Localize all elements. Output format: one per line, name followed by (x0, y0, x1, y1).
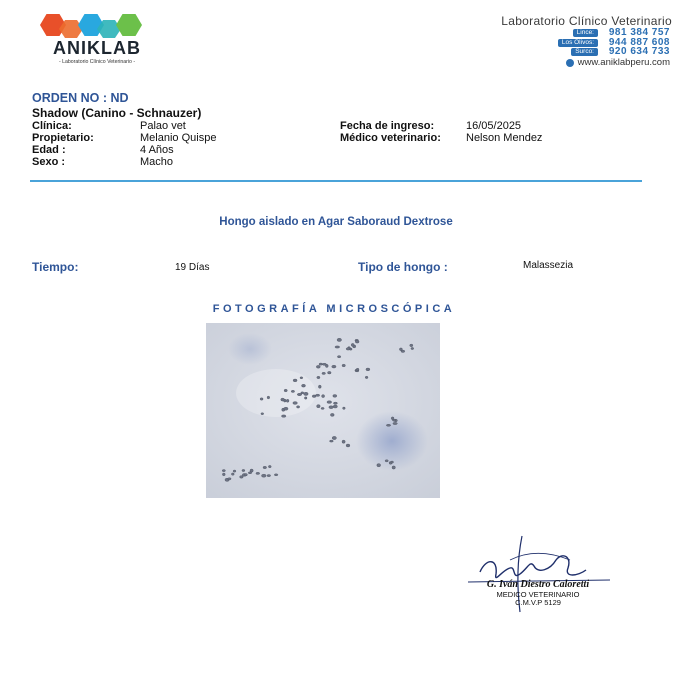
aniklab-logo (38, 14, 158, 68)
yeast-cell (284, 407, 288, 410)
yeast-cell (328, 371, 332, 374)
yeast-cell (267, 396, 270, 399)
yeast-cell (263, 466, 267, 468)
yeast-cell (301, 392, 304, 394)
vet-label: Médico veterinario: (340, 132, 441, 144)
yeast-cell (322, 372, 326, 374)
fungus-type-label: Tipo de hongo : (358, 260, 448, 274)
yeast-cell (377, 464, 381, 467)
yeast-cell (342, 440, 345, 443)
section-divider (30, 180, 642, 182)
patient-name: Shadow (Canino - Schnauzer) (32, 106, 202, 120)
yeast-cell (297, 406, 300, 408)
yeast-cell (274, 474, 278, 476)
yeast-cell (346, 444, 350, 447)
yeast-cell (321, 407, 324, 409)
phone-number: 920 634 733 (608, 46, 670, 57)
yeast-cell (329, 406, 333, 409)
time-label: Tiempo: (32, 260, 79, 274)
yeast-cell (293, 379, 297, 382)
yeast-cell (330, 440, 334, 442)
yeast-cell (327, 401, 332, 404)
yeast-cell (332, 436, 336, 439)
yeast-cell (233, 470, 236, 472)
yeast-cell (316, 394, 320, 396)
photo-title: FOTOGRAFÍA MICROSCÓPICA (212, 303, 456, 315)
yeast-cell (343, 407, 346, 409)
yeast-cell (355, 341, 359, 344)
age-value: 4 Años (140, 144, 174, 156)
time-value: 19 Días (175, 262, 210, 273)
clinic-label: Clínica: (32, 120, 72, 132)
yeast-cell (291, 390, 294, 392)
yeast-cell (256, 472, 260, 474)
yeast-cell (337, 356, 340, 358)
yeast-cell (286, 399, 289, 402)
signer-name: G. Iván Diestro Caloretti (486, 579, 590, 590)
vet-value: Nelson Mendez (466, 132, 543, 144)
age-label: Edad : (32, 144, 66, 156)
signer-license: C.M.V.P 5129 (515, 598, 561, 607)
yeast-cell (240, 476, 244, 479)
phone-number: 981 384 757 (608, 27, 670, 38)
yeast-cell (410, 344, 413, 347)
website-row (566, 57, 670, 68)
result-title: Hongo aislado en Agar Saboraud Dextrose (219, 216, 453, 228)
yeast-cell (342, 364, 345, 367)
sex-value: Macho (140, 156, 174, 168)
clinic-value: Palao vet (140, 120, 186, 132)
yeast-cell (356, 368, 359, 370)
yeast-cell (393, 422, 397, 424)
yeast-cell (304, 392, 308, 395)
yeast-cell (262, 474, 267, 477)
branch-badge: Los Olivos: (558, 39, 598, 47)
lab-name: Laboratorio Clínico Veterinario (501, 14, 672, 28)
yeast-cell (316, 365, 320, 368)
sex-label: Sexo : (32, 156, 66, 168)
intake-date-label: Fecha de ingreso: (340, 120, 435, 132)
branch-badge: Surco: (571, 48, 598, 56)
yeast-cell (228, 478, 231, 480)
yeast-cell (318, 385, 321, 388)
yeast-cell (333, 405, 337, 408)
yeast-cell (333, 395, 337, 398)
yeast-cell (317, 376, 320, 378)
yeast-cell (284, 389, 287, 392)
yeast-cell (332, 365, 336, 368)
yeast-cell (319, 363, 323, 365)
yeast-cell (392, 466, 395, 469)
yeast-cell (351, 343, 354, 346)
website-link[interactable]: www.aniklabperu.com (577, 57, 670, 68)
yeast-cell (317, 405, 321, 408)
yeast-cell (322, 363, 326, 365)
yeast-cell (337, 338, 341, 341)
yeast-cell (300, 377, 303, 379)
hexagon-green-icon (116, 14, 142, 36)
yeast-cell (281, 398, 285, 401)
order-number: ORDEN NO : ND (32, 91, 129, 105)
phone-number: 944 887 608 (608, 37, 670, 48)
brand-name: ANIKLAB (53, 38, 141, 58)
yeast-cell (304, 397, 307, 399)
brand-tagline: - Laboratorio Clínico Veterinario - (58, 59, 136, 65)
yeast-cell (282, 415, 286, 417)
yeast-cell (385, 460, 388, 462)
owner-label: Propietario: (32, 132, 94, 144)
yeast-cell (248, 472, 252, 474)
yeast-cell (366, 368, 370, 371)
signer-role: MEDICO VETERINARIO (496, 590, 580, 599)
microscopic-photo (206, 323, 440, 498)
yeast-cell (391, 461, 394, 463)
yeast-cell (302, 384, 306, 387)
yeast-cell (411, 347, 414, 349)
branch-badge: Lince: (573, 29, 598, 37)
yeast-cell (293, 402, 297, 405)
yeast-cell (244, 474, 247, 476)
yeast-cell (260, 398, 263, 400)
yeast-cell (333, 402, 337, 404)
yeast-cell (261, 413, 264, 415)
yeast-cell (401, 350, 405, 352)
owner-value: Melanio Quispe (140, 132, 217, 144)
intake-date-value: 16/05/2025 (466, 120, 522, 132)
yeast-cell (330, 413, 334, 416)
yeast-cell (386, 424, 390, 426)
yeast-cell (222, 473, 225, 476)
globe-icon (566, 59, 574, 67)
yeast-cell (365, 376, 368, 378)
yeast-cell (335, 346, 340, 348)
phone-row-surco (571, 46, 670, 57)
yeast-cell (392, 419, 395, 421)
yeast-cell (322, 395, 325, 398)
yeast-cell (346, 348, 350, 350)
yeast-cell (267, 475, 271, 477)
fungus-type-value: Malassezia (523, 260, 574, 271)
yeast-cell (231, 473, 234, 475)
yeast-cell (268, 465, 271, 467)
yeast-cell (222, 470, 225, 472)
yeast-cell (242, 469, 245, 471)
